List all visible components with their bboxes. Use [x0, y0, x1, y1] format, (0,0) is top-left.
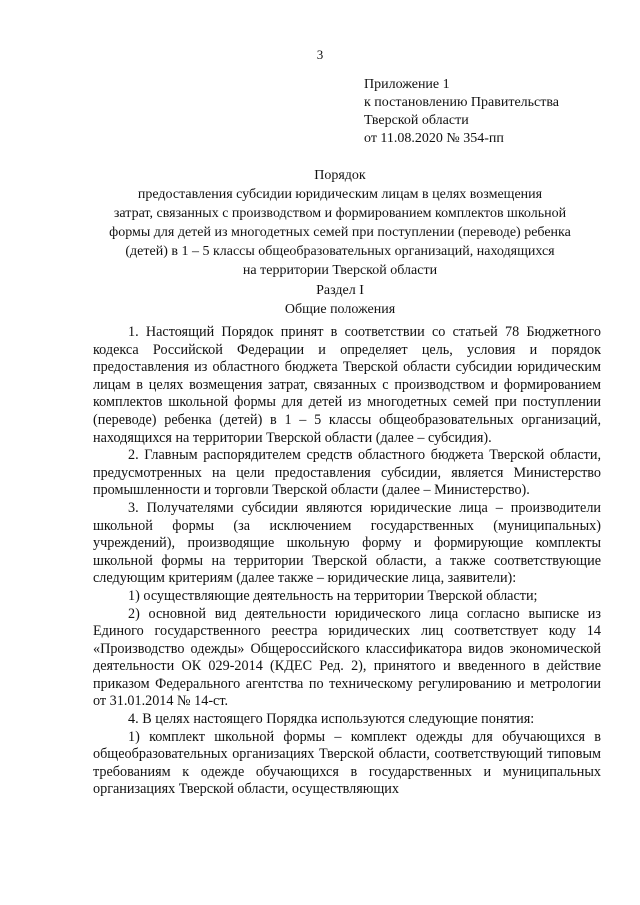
- title-line: предоставления субсидии юридическим лицам в целях возмещения: [137, 187, 543, 202]
- paragraph: 1) осуществляющие деятельность на территории Тверской области;: [128, 587, 538, 604]
- title-line: затрат, связанных с производством и формированием комплектов школьной: [113, 206, 567, 221]
- appendix-header: [364, 76, 614, 148]
- appendix-line: Приложение 1: [364, 77, 450, 92]
- paragraph: 2. Главным распорядителем средств областного бюджета Тверской области, предусмотренных на цели предоставления субсидии, является Министерство промышленности и торговли Тверской области (далее – Министерство).: [93, 447, 601, 499]
- appendix-line: к постановлению Правительства: [364, 95, 560, 110]
- section-name: Общие положения: [284, 302, 396, 317]
- paragraph: 1) комплект школьной формы – комплект одежды для обучающихся в общеобразовательных организациях Тверской области, соответствующий типовым требованиям к одежде обучающихся в государственных и муниципальных организациях Тверской области, осуществляющих: [93, 728, 601, 798]
- title-line: (детей) в 1 – 5 классы общеобразовательных организаций, находящихся: [125, 244, 555, 259]
- title-heading: Порядок: [314, 168, 366, 183]
- page-number: 3: [316, 47, 324, 62]
- title-line: на территории Тверской области: [242, 263, 438, 278]
- title-line: формы для детей из многодетных семей при поступлении (переводе) ребенка: [109, 225, 571, 240]
- document-body: [93, 324, 601, 799]
- paragraph: 4. В целях настоящего Порядка используются следующие понятия:: [128, 711, 535, 728]
- paragraph: 3. Получателями субсидии являются юридические лица – производители школьной формы (за исключением государственных (муниципальных) учреждений), производящие школьную форму и формирующие комплекты школьной формы на территории Тверской области, а также соответствующие следующим критериям (далее также – юридические лица, заявители):: [93, 499, 601, 587]
- document-title: [95, 166, 585, 280]
- section-heading: [95, 281, 585, 319]
- section-number: Раздел I: [316, 283, 364, 298]
- paragraph: 1. Настоящий Порядок принят в соответствии со статьей 78 Бюджетного кодекса Российской Федерации и определяет цель, условия и порядок предоставления из областного бюджета Тверской области субсидии юридическим лицам в целях возмещения затрат, связанных с производством и формированием комплектов школьной формы для детей из многодетных семей при поступлении (переводе) ребенка (детей) в 1 – 5 классы общеобразовательных организаций, находящихся на территории Тверской области (далее – субсидия).: [93, 324, 601, 446]
- appendix-line: Тверской области: [364, 113, 469, 128]
- paragraph: 2) основной вид деятельности юридического лица согласно выписке из Единого государственного реестра юридических лиц соответствует коду 14 «Производство одежды» Общероссийского классификатора видов экономической деятельности ОК 029-2014 (КДЕС Ред. 2), принятого и введенного в действие приказом Федерального агентства по техническому регулированию и метрологии от 31.01.2014 № 14-ст.: [93, 605, 601, 710]
- appendix-line: от 11.08.2020 № 354-пп: [364, 131, 504, 146]
